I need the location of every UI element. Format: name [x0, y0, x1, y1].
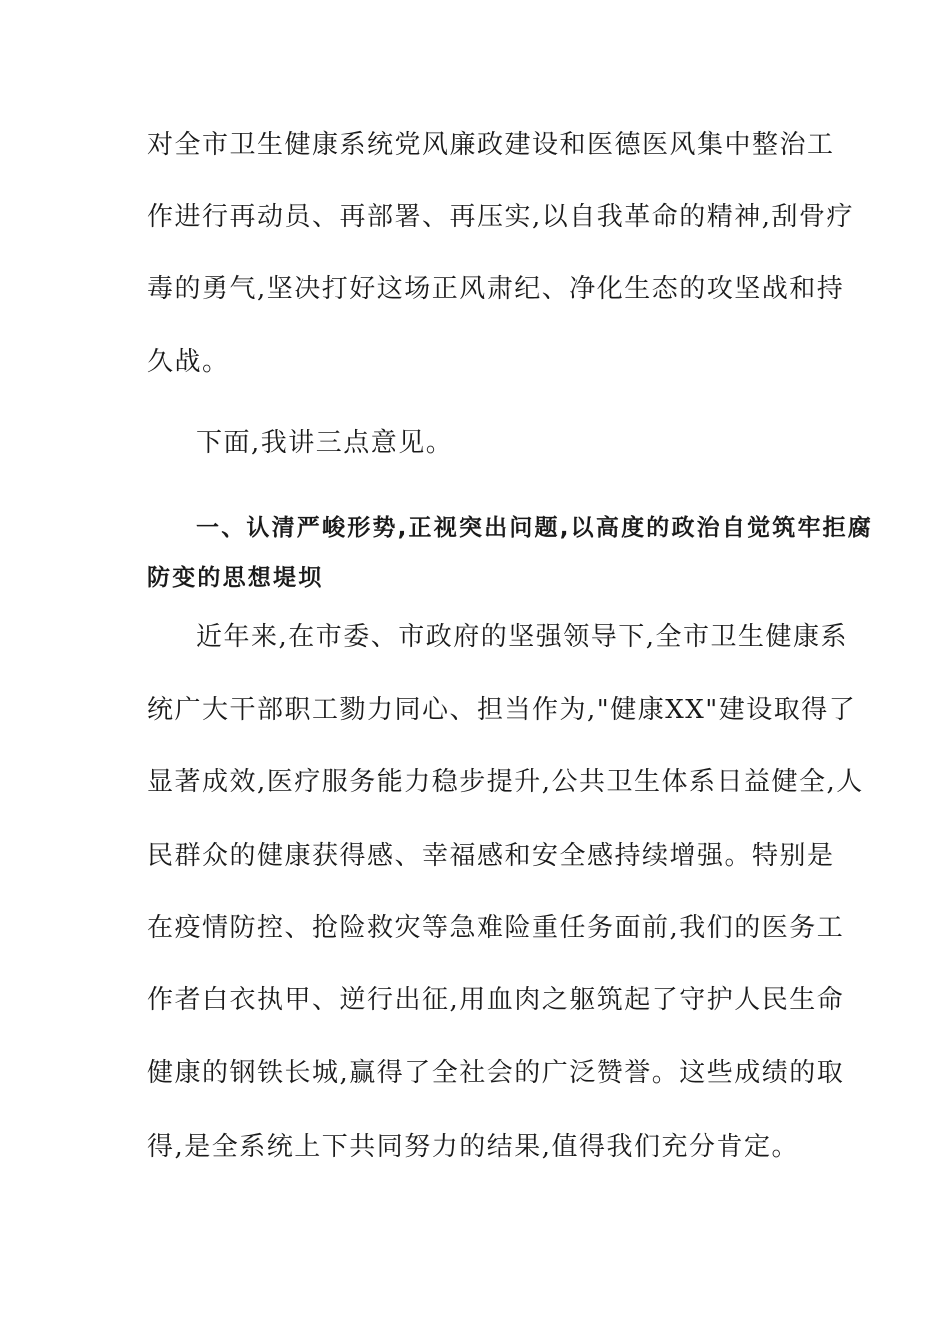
text-line: 作者白衣执甲、逆行出征,用血肉之躯筑起了守护人民生命: [147, 985, 845, 1015]
text-line: 作进行再动员、再部署、再压实,以自我革命的精神,刮骨疗: [147, 202, 855, 232]
text-line: 毒的勇气,坚决打好这场正风肃纪、净化生态的攻坚战和持: [147, 274, 845, 304]
text-line: 健康的钢铁长城,赢得了全社会的广泛赞誉。这些成绩的取: [147, 1058, 845, 1088]
heading-line: 防变的思想堤坝: [147, 565, 324, 591]
text-line: 得,是全系统上下共同努力的结果,值得我们充分肯定。: [147, 1132, 800, 1162]
text-line: 久战。: [147, 347, 230, 377]
text-line: 显著成效,医疗服务能力稳步提升,公共卫生体系日益健全,人: [147, 767, 864, 797]
text-line: 在疫情防控、抢险救灾等急难险重任务面前,我们的医务工: [147, 913, 845, 943]
text-line: 对全市卫生健康系统党风廉政建设和医德医风集中整治工: [147, 130, 835, 160]
heading-line: 一、认清严峻形势,正视突出问题,以高度的政治自觉筑牢拒腐: [196, 515, 874, 541]
text-line: 民群众的健康获得感、幸福感和安全感持续增强。特别是: [147, 841, 835, 871]
text-line: 下面,我讲三点意见。: [196, 428, 454, 458]
text-line: 近年来,在市委、市政府的坚强领导下,全市卫生健康系: [196, 622, 849, 652]
text-line: 统广大干部职工勠力同心、担当作为,"健康XX"建设取得了: [147, 695, 857, 725]
